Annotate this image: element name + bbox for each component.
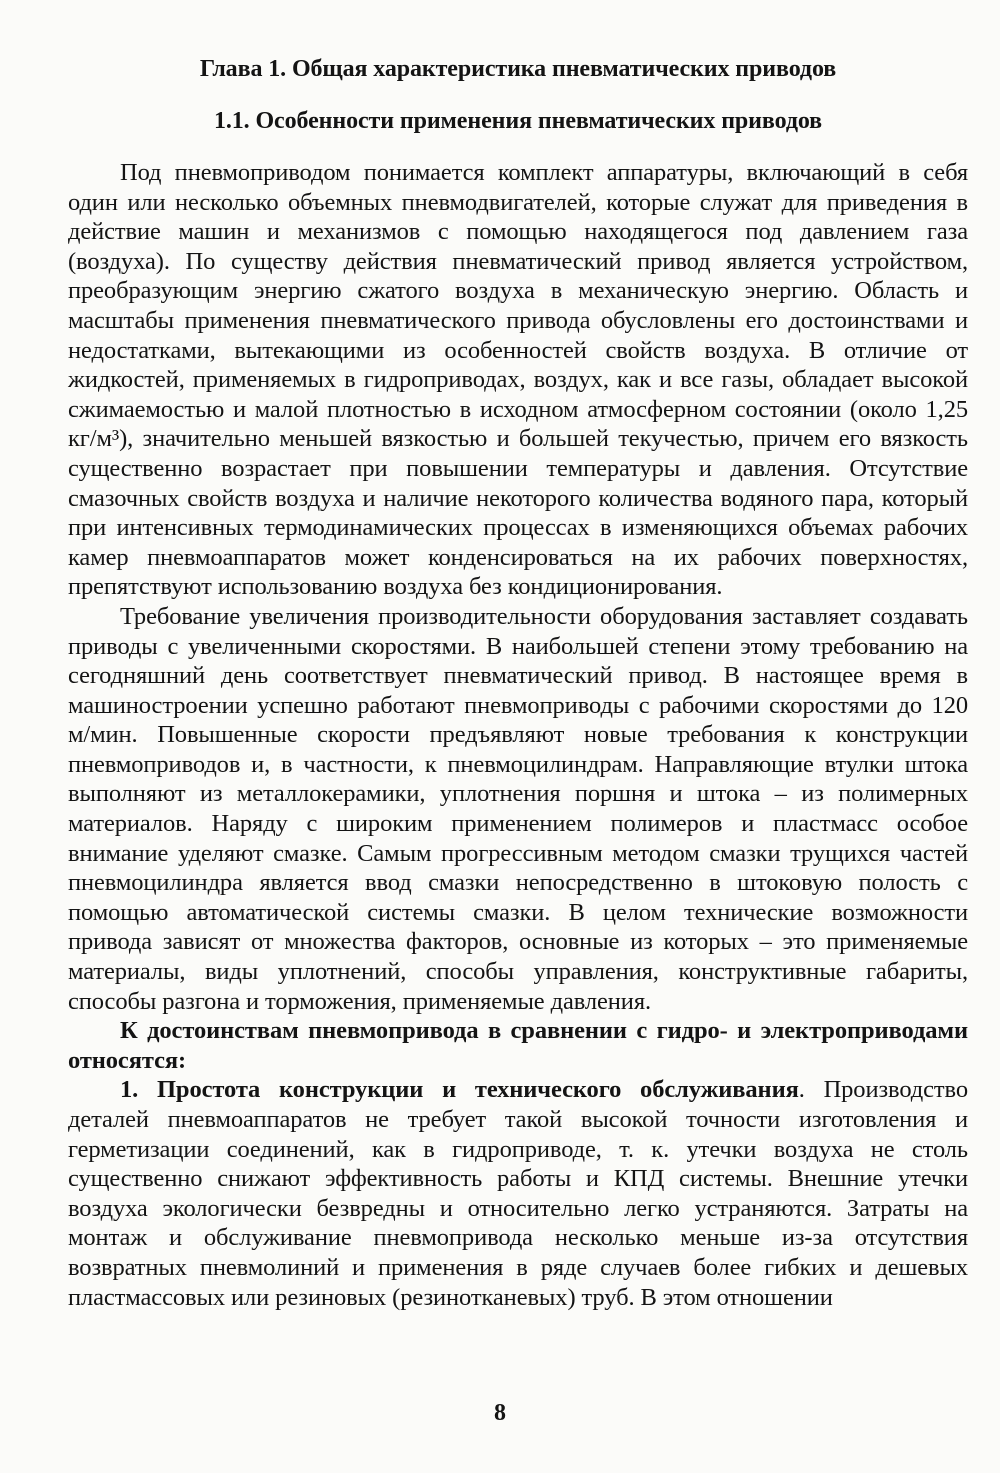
list-item-simplicity: [68, 1075, 968, 1312]
paragraph-speed-requirements: Требование увеличения производительности оборудования заставляет создавать приводы с увеличенными скоростями. В наибольшей степени этому требованию на сегодняшний день соответствует пневматический привод. В настоящее время в машиностроении успешно работают пневмоприводы с рабочими скоростями до 120 м/мин. Повышенные скорости предъявляют новые требования к конструкции пневмоприводов и, в частности, к пневмоцилиндрам. Направляющие втулки штока выполняют из металлокерамики, уплотнения поршня и штока – из полимерных материалов. Наряду с широким применением полимеров и пластмасс особое внимание уделяют смазке. Самым прогрессивным методом смазки трущихся частей пневмоцилиндра является ввод смазки непосредственно в штоковую полость с помощью автоматической системы смазки. В целом технические возможности привода зависят от множества факторов, основные из которых – это применяемые материалы, виды уплотнений, способы управления, конструктивные габариты, способы разгона и торможения, применяемые давления.: [68, 602, 968, 1015]
list-item-simplicity-title: 1. Простота конструкции и технического обслуживания: [120, 1076, 799, 1104]
advantages-lead: К достоинствам пневмопривода в сравнении с гидро- и электроприводами относятся:: [68, 1017, 968, 1074]
list-item-simplicity-text: . Производство деталей пневмоаппаратов не требует такой высокой точности изготовления и герметизации соединений, как в гидроприводе, т. к. утечки воздуха не столь существенно снижают эффективность работы и КПД системы. Внешние утечки воздуха экологически безвредны и относительно легко устраняются. Затраты на монтаж и обслуживание пневмопривода несколько меньше из-за отсутствия возвратных пневмолиний и применения в ряде случаев более гибких и дешевых пластмассовых или резиновых (резинотканевых) труб. В этом отношении: [68, 1076, 968, 1311]
page-number: 8: [494, 1400, 506, 1426]
section-title: 1.1. Особенности применения пневматических приводов: [213, 108, 823, 134]
paragraph-definition: Под пневмоприводом понимается комплект аппаратуры, включающий в себя один или несколько объемных пневмодвигателей, которые служат для приведения в действие машин и механизмов с помощью находящегося под давлением газа (воздуха). По существу действия пневматический привод является устройством, преобразующим энергию сжатого воздуха в механическую энергию. Область и масштабы применения пневматического привода обусловлены его достоинствами и недостатками, вытекающими из особенностей свойств воздуха. В отличие от жидкостей, применяемых в гидроприводах, воздух, как и все газы, обладает высокой сжимаемостью и малой плотностью в исходном атмосферном состоянии (около 1,25 кг/м³), значительно меньшей вязкостью и большей текучестью, причем его вязкость существенно возрастает при повышении температуры и давления. Отсутствие смазочных свойств воздуха и наличие некоторого количества водяного пара, который при интенсивных термодинамических процессах в изменяющихся объемах рабочих камер пневмоаппаратов может конденсироваться на их рабочих поверхностях, препятствуют использованию воздуха без кондиционирования.: [68, 159, 968, 601]
document-page: [68, 52, 968, 1312]
chapter-title: Глава 1. Общая характеристика пневматических приводов: [199, 56, 837, 82]
document-body: [68, 158, 968, 1312]
